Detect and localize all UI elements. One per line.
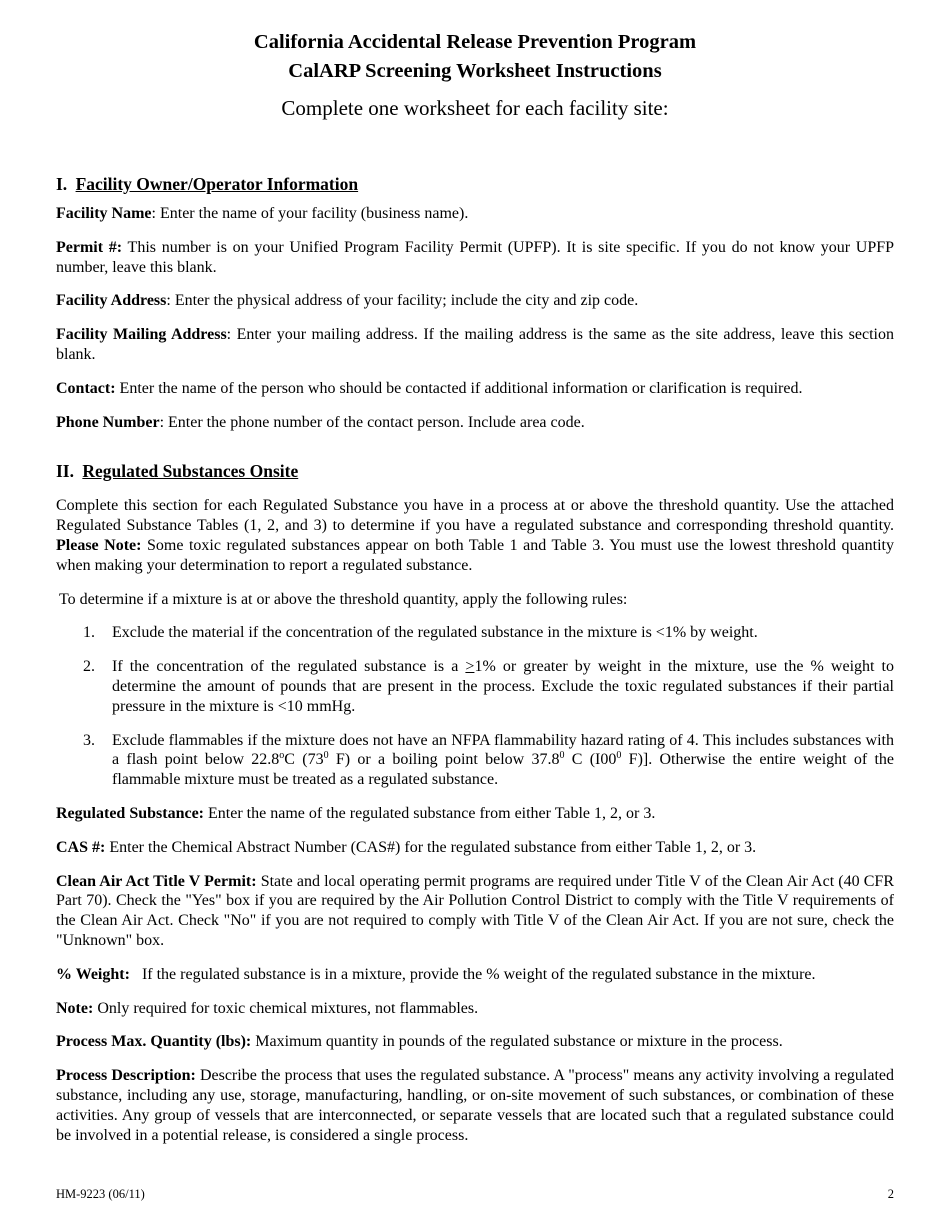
rule-text: Exclude the material if the concentration of the regulated substance in the mixture is <1% by weight. [112,624,758,642]
rule-text-a: If the concentration of the regulated substance is a [112,658,466,676]
field-contact [56,379,894,399]
field-text: Maximum quantity in pounds of the regulated substance or mixture in the process. [251,1033,783,1051]
field-process-description [56,1066,894,1145]
field-text: If the regulated substance is in a mixture, provide the % weight of the regulated substance in the mixture. [129,965,816,983]
field-label: % Weight: [56,965,130,983]
field-text: This number is on your Unified Program Facility Permit (UPFP). It is site specific. If you do not know your UPFP number, leave this blank. [56,238,895,276]
field-text: Only required for toxic chemical mixtures, not flammables. [93,999,479,1017]
field-label: Process Max. Quantity (lbs): [56,1033,252,1051]
rule-text-d: C (I00 [564,751,617,769]
subtitle: Complete one worksheet for each facility site: [281,96,669,120]
field-sep: : [226,326,232,344]
document-page [56,28,894,1145]
field-label: Clean Air Act Title V Permit: [56,872,257,890]
rule-text-e: F)]. Otherwise the entire weight of the flammable mixture must be treated as a regulated substance. [112,751,895,789]
title-line-2: CalARP Screening Worksheet Instructions [288,60,662,82]
rule-2 [56,657,894,716]
rule-number: 1. [83,624,95,642]
field-text: Enter the phone number of the contact person. Include area code. [164,413,585,431]
title-line-1: California Accidental Release Prevention Program [253,31,697,53]
field-facility-address [56,291,894,311]
field-label: Regulated Substance: [56,804,205,822]
field-note [56,999,894,1019]
field-label: Note: [56,999,94,1017]
rule-text-b: C (73 [284,751,324,769]
field-label: Phone Number [56,413,160,431]
section-2-number: II. [56,461,74,482]
greater-equal-symbol: > [465,658,475,676]
section-1-heading [56,173,894,195]
field-label: Process Description: [56,1067,196,1085]
field-title-v-permit [56,872,894,951]
rule-text-b: 1% or greater by weight in the mixture, use the % weight to determine the amount of pounds that are present in the process. Exclude the toxic regulated substances if their partial pressure in the mixture is <10 mmHg. [112,658,895,715]
field-sep: : [166,292,171,310]
field-label: Facility Mailing Address [56,326,227,344]
intro-text-a: Complete this section for each Regulated Substance you have in a process at or above the threshold quantity. Use the attached Regulated Substance Tables (1, 2, and 3) to determine if you have a regulated substance and corresponding threshold quantity. [56,497,894,535]
intro-text-b: Some toxic regulated substances appear on both Table 1 and Table 3. You must use the lowest threshold quantity when making your determination to report a regulated substance. [56,536,894,574]
field-text: Describe the process that uses the regulated substance. A "process" means any activity involving a regulated substance, including any use, storage, manufacturing, handling, or on-site movement of such substances, or combination of these activities. Any group of vessels that are interconnected, or separate vessels that are located such that a regulated substance could be involved in a potential release, is considered a single process. [56,1067,895,1144]
field-sep: : [159,413,165,431]
rule-text-a: Exclude flammables if the mixture does not have an NFPA flammability hazard rating of 4. This includes substances with a flash point below 22.8 [112,731,894,769]
field-facility-name [56,204,894,224]
section-2-intro [56,496,894,575]
section-1-number: I. [56,174,68,194]
field-mailing-address [56,325,894,365]
field-label: Facility Name [56,205,152,222]
field-text: Enter the Chemical Abstract Number (CAS#) for the regulated substance from either Table 1, 2, or 3. [105,838,757,856]
degree-superscript: o [279,750,285,762]
form-id: HM-9223 (06/11) [56,1187,145,1201]
field-label: Contact: [56,379,116,397]
field-permit [56,238,894,278]
field-process-max-quantity [56,1032,894,1052]
field-regulated-substance [56,804,894,824]
rule-text-c: F) or a boiling point below 37.8 [328,751,560,769]
field-phone-number [56,413,894,433]
field-text: State and local operating permit programs are required under Title V of the Clean Air Act (40 CFR Part 70). Check the "Yes" box if you are required by the Air Pollution Control District to comply with the Title V requirements of the Clean Air Act. Check "No" if you are not required to comply with Title V of the Clean Air Act. If you are not sure, check the "Unknown" box. [56,872,895,949]
field-text: Enter the name of the regulated substance from either Table 1, 2, or 3. [204,804,656,822]
rule-1 [56,623,894,643]
degree-superscript: 0 [616,750,622,762]
page-footer [56,1187,894,1202]
field-label: Permit #: [56,238,123,256]
field-text: Enter the name of your facility (business name). [155,205,469,222]
field-text: Enter the name of the person who should be contacted if additional information or clarification is required. [115,379,803,397]
field-sep: : [151,205,156,222]
degree-superscript: 0 [559,750,565,762]
degree-superscript: 0 [323,750,329,762]
rule-number: 3. [83,731,95,749]
rule-3 [56,731,894,790]
mixture-intro: To determine if a mixture is at or above the threshold quantity, apply the following rules: [59,590,628,608]
page-number: 2 [887,1187,894,1201]
field-text: Enter your mailing address. If the mailing address is the same as the site address, leave this section blank. [56,326,894,363]
rule-number: 2. [83,658,95,676]
mixture-rules-list [56,623,894,790]
field-cas-number [56,838,894,858]
section-2-title: Regulated Substances Onsite [82,461,299,482]
field-text: Enter the physical address of your facility; include the city and zip code. [170,292,639,310]
field-percent-weight [56,965,894,985]
field-label: CAS #: [56,838,106,856]
please-note-label: Please Note: [56,536,142,554]
section-1-title: Facility Owner/Operator Information [75,174,359,194]
section-2-heading [56,460,894,482]
field-label: Facility Address [56,292,167,310]
